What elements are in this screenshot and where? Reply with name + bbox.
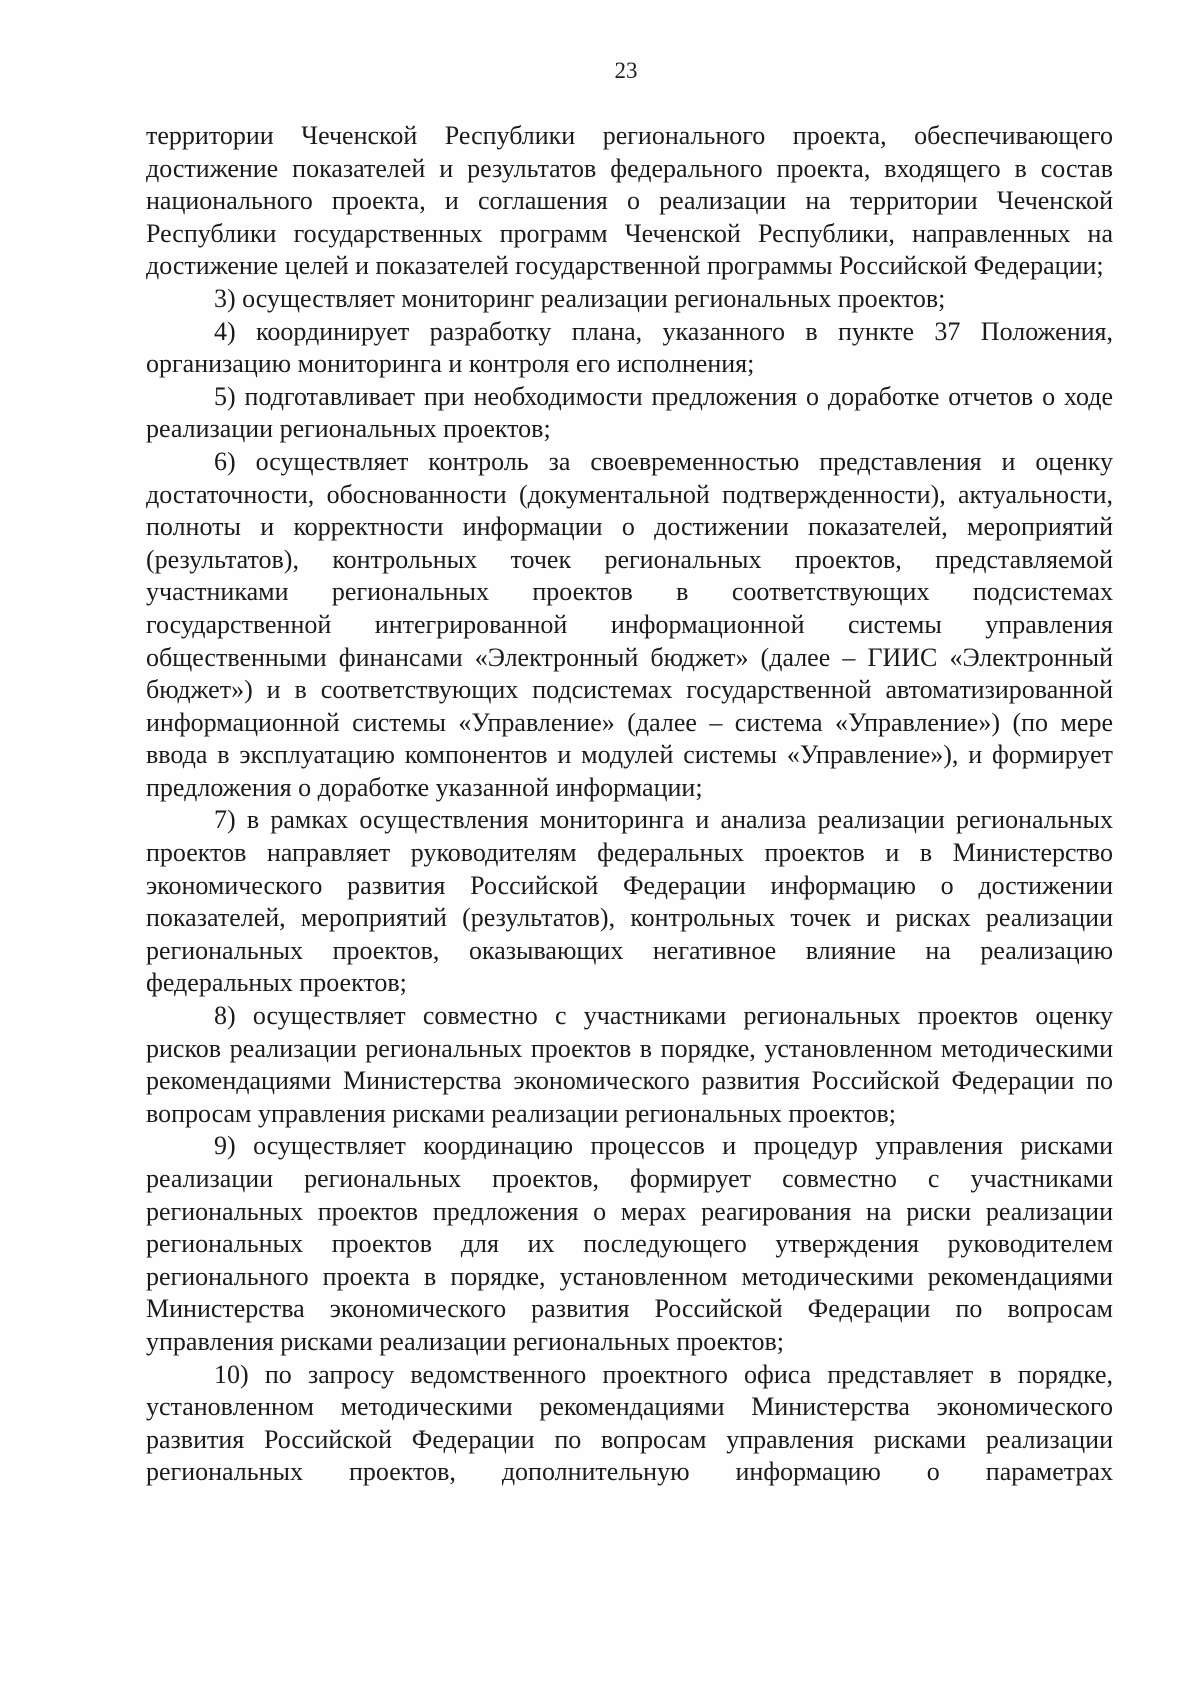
paragraph-item-8: 8) осуществляет совместно с участниками региональных проектов оценку рисков реализации региональных проектов в порядке, установленном методическими рекомендациями Министерства экономического развития Российской Федерации по вопросам управления рисками реализации региональных проектов; (146, 1001, 1113, 1128)
paragraph-item-10: 10) по запросу ведомственного проектного офиса представляет в порядке, установленном методическими рекомендациями Министерства экономического развития Российской Федерации по вопросам управления рисками реализации региональных проектов, дополнительную информацию о параметрах (146, 1359, 1113, 1487)
paragraph-item-6: 6) осуществляет контроль за своевременностью представления и оценку достаточности, обоснованности (документальной подтвержденности), актуальности, полноты и корректности информации о достижении показателей, мероприятий (результатов), контрольных точек региональных проектов, представляемой участниками региональных проектов в соответствующих подсистемах государственной интегрированной информационной системы управления общественными финансами «Электронный бюджет» (далее – ГИИС «Электронный бюджет») и в соответствующих подсистемах государственной автоматизированной информационной системы «Управление» (далее – система «Управление») (по мере ввода в эксплуатацию компонентов и модулей системы «Управление»), и формирует предложения о доработке указанной информации; (146, 446, 1113, 802)
paragraph-continuation: территории Чеченской Республики регионального проекта, обеспечивающего достижение показателей и результатов федерального проекта, входящего в состав национального проекта, и соглашения о реализации на территории Чеченской Республики государственных программ Чеченской Республики, направленных на достижение целей и показателей государственной программы Российской Федерации; (146, 121, 1113, 281)
paragraph-item-9: 9) осуществляет координацию процессов и процедур управления рисками реализации региональных проектов, формирует совместно с участниками региональных проектов предложения о мерах реагирования на риски реализации региональных проектов для их последующего утверждения руководителем регионального проекта в порядке, установленном методическими рекомендациями Министерства экономического развития Российской Федерации по вопросам управления рисками реализации региональных проектов; (146, 1131, 1113, 1356)
body-text (146, 120, 1113, 1489)
paragraph-item-3: 3) осуществляет мониторинг реализации региональных проектов; (214, 283, 946, 313)
page-number: 23 (614, 58, 638, 83)
paragraph-item-5: 5) подготавливает при необходимости предложения о доработке отчетов о ходе реализации региональных проектов; (146, 381, 1113, 444)
paragraph-item-7: 7) в рамках осуществления мониторинга и анализа реализации региональных проектов направляет руководителям федеральных проектов и в Министерство экономического развития Российской Федерации информацию о достижении показателей, мероприятий (результатов), контрольных точек и рисках реализации региональных проектов, оказывающих негативное влияние на реализацию федеральных проектов; (146, 805, 1113, 998)
paragraph-item-4: 4) координирует разработку плана, указанного в пункте 37 Положения, организацию мониторинга и контроля его исполнения; (146, 316, 1113, 379)
